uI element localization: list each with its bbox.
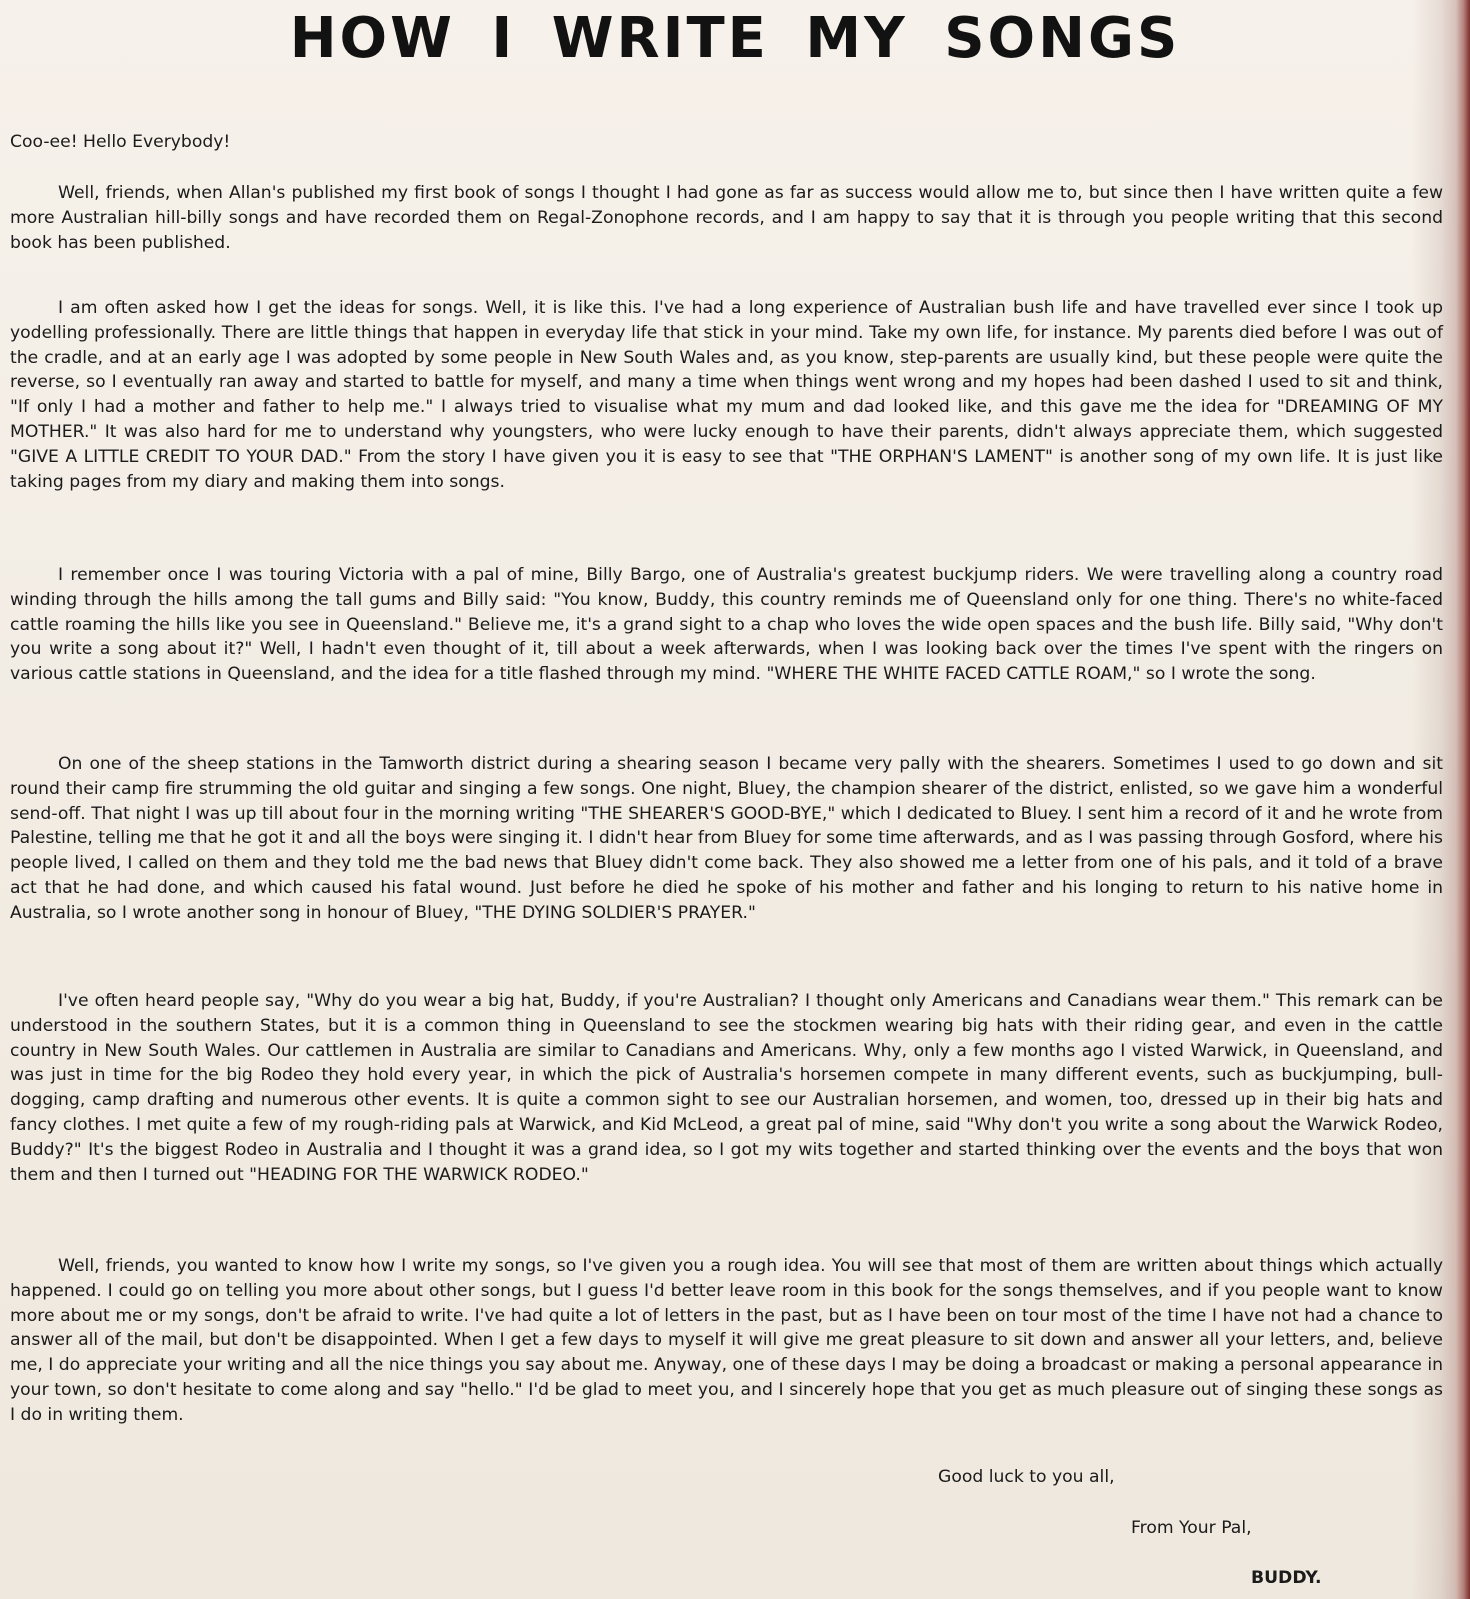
paragraph-ideas: I am often asked how I get the ideas for songs. Well, it is like this. I've had a long experience of Australian bush life and have travelled ever since I took up yodelling professionally. There are little things that happen in everyday life that stick in your mind. Take my own life, for instance. My parents died before I was out of the cradle, and at an early age I was adopted by some people in New South Wales and, as you know, step-parents are usually kind, but these people were quite the reverse, so I eventually ran away and started to battle for myself, and many a time when things went wrong and my hopes had been dashed I used to sit and think, "If only I had a mother and father to help me." I always tried to visualise what my mum and dad looked like, and this gave me the idea for "DREAMING OF MY MOTHER." It was also hard for me to understand why youngsters, who were lucky enough to have their parents, didn't always appreciate them, which suggested "GIVE A LITTLE CREDIT TO YOUR DAD." From the story I have given you it is easy to see that "THE ORPHAN'S LAMENT" is another song of my own life. It is just like taking pages from my diary and making them into songs. [10, 298, 1443, 492]
greeting: Coo-ee! Hello Everybody! [10, 132, 231, 152]
signoff-from-your-pal: From Your Pal, [1131, 1518, 1252, 1538]
page-title: HOW I WRITE MY SONGS [289, 6, 1181, 71]
paragraph-billy-bargo: I remember once I was touring Victoria with a pal of mine, Billy Bargo, one of Australia's greatest buckjump riders. We were travelling along a country road winding through the hills among the tall gums and Billy said: "You know, Buddy, this country reminds me of Queensland only for one thing. There's no white-faced cattle roaming the hills like you see in Queensland." Believe me, it's a grand sight to a chap who loves the wide open spaces and the bush life. Billy said, "Why don't you write a song about it?" Well, I hadn't even thought of it, till about a week afterwards, when I was looking back over the times I've spent with the ringers on various cattle stations in Queensland, and the idea for a title flashed through my mind. "WHERE THE WHITE FACED CATTLE ROAM," so I wrote the song. [10, 565, 1443, 685]
signoff-good-luck: Good luck to you all, [938, 1467, 1115, 1487]
page-edge-shadow [1456, 0, 1470, 1599]
paragraph-big-hat: I've often heard people say, "Why do you wear a big hat, Buddy, if you're Australian? I thought only Americans and Canadians wear them." This remark can be understood in the southern States, but it is a common thing in Queensland to see the stockmen wearing big hats with their riding gear, and even in the cattle country in New South Wales. Our cattlemen in Australia are similar to Canadians and Americans. Why, only a few months ago I visted Warwick, in Queensland, and was just in time for the big Rodeo they hold every year, in which the pick of Australia's horsemen compete in many different events, such as buckjumping, bull-dogging, camp drafting and numerous other events. It is quite a common sight to see our Australian horsemen, and women, too, dressed up in their big hats and fancy clothes. I met quite a few of my rough-riding pals at Warwick, and Kid McLeod, a great pal of mine, said "Why don't you write a song about the Warwick Rodeo, Buddy?" It's the biggest Rodeo in Australia and I thought it was a grand idea, so I got my wits together and started thinking over the events and the boys that won them and then I turned out "HEADING FOR THE WARWICK RODEO." [10, 991, 1443, 1185]
signature: BUDDY. [1251, 1568, 1322, 1588]
paragraph-intro: Well, friends, when Allan's published my first book of songs I thought I had gone as far as success would allow me to, but since then I have written quite a few more Australian hill-billy songs and have recorded them on Regal-Zonophone records, and I am happy to say that it is through you people writing that this second book has been published. [10, 183, 1443, 253]
paragraph-bluey: On one of the sheep stations in the Tamworth district during a shearing season I became very pally with the shearers. Sometimes I used to go down and sit round their camp fire strumming the old guitar and singing a few songs. One night, Bluey, the champion shearer of the district, enlisted, so we gave him a wonderful send-off. That night I was up till about four in the morning writing "THE SHEARER'S GOOD-BYE," which I dedicated to Bluey. I sent him a record of it and he wrote from Palestine, telling me that he got it and all the boys were singing it. I didn't hear from Bluey for some time afterwards, and as I was passing through Gosford, where his people lived, I called on them and they told me the bad news that Bluey didn't come back. They also showed me a letter from one of his pals, and it told of a brave act that he had done, and which caused his fatal wound. Just before he died he spoke of his mother and father and his longing to return to his native home in Australia, so I wrote another song in honour of Bluey, "THE DYING SOLDIER'S PRAYER." [10, 754, 1443, 923]
paragraph-closing: Well, friends, you wanted to know how I write my songs, so I've given you a rough idea. You will see that most of them are written about things which actually happened. I could go on telling you more about other songs, but I guess I'd better leave room in this book for the songs themselves, and if you people want to know more about me or my songs, don't be afraid to write. I've had quite a lot of letters in the past, but as I have been on tour most of the time I have not had a chance to answer all of the mail, but don't be disappointed. When I get a few days to myself it will give me great pleasure to sit down and answer all your letters, and, believe me, I do appreciate your writing and all the nice things you say about me. Anyway, one of these days I may be doing a broadcast or making a personal appearance in your town, so don't hesitate to come along and say "hello." I'd be glad to meet you, and I sincerely hope that you get as much pleasure out of singing these songs as I do in writing them. [10, 1256, 1443, 1425]
